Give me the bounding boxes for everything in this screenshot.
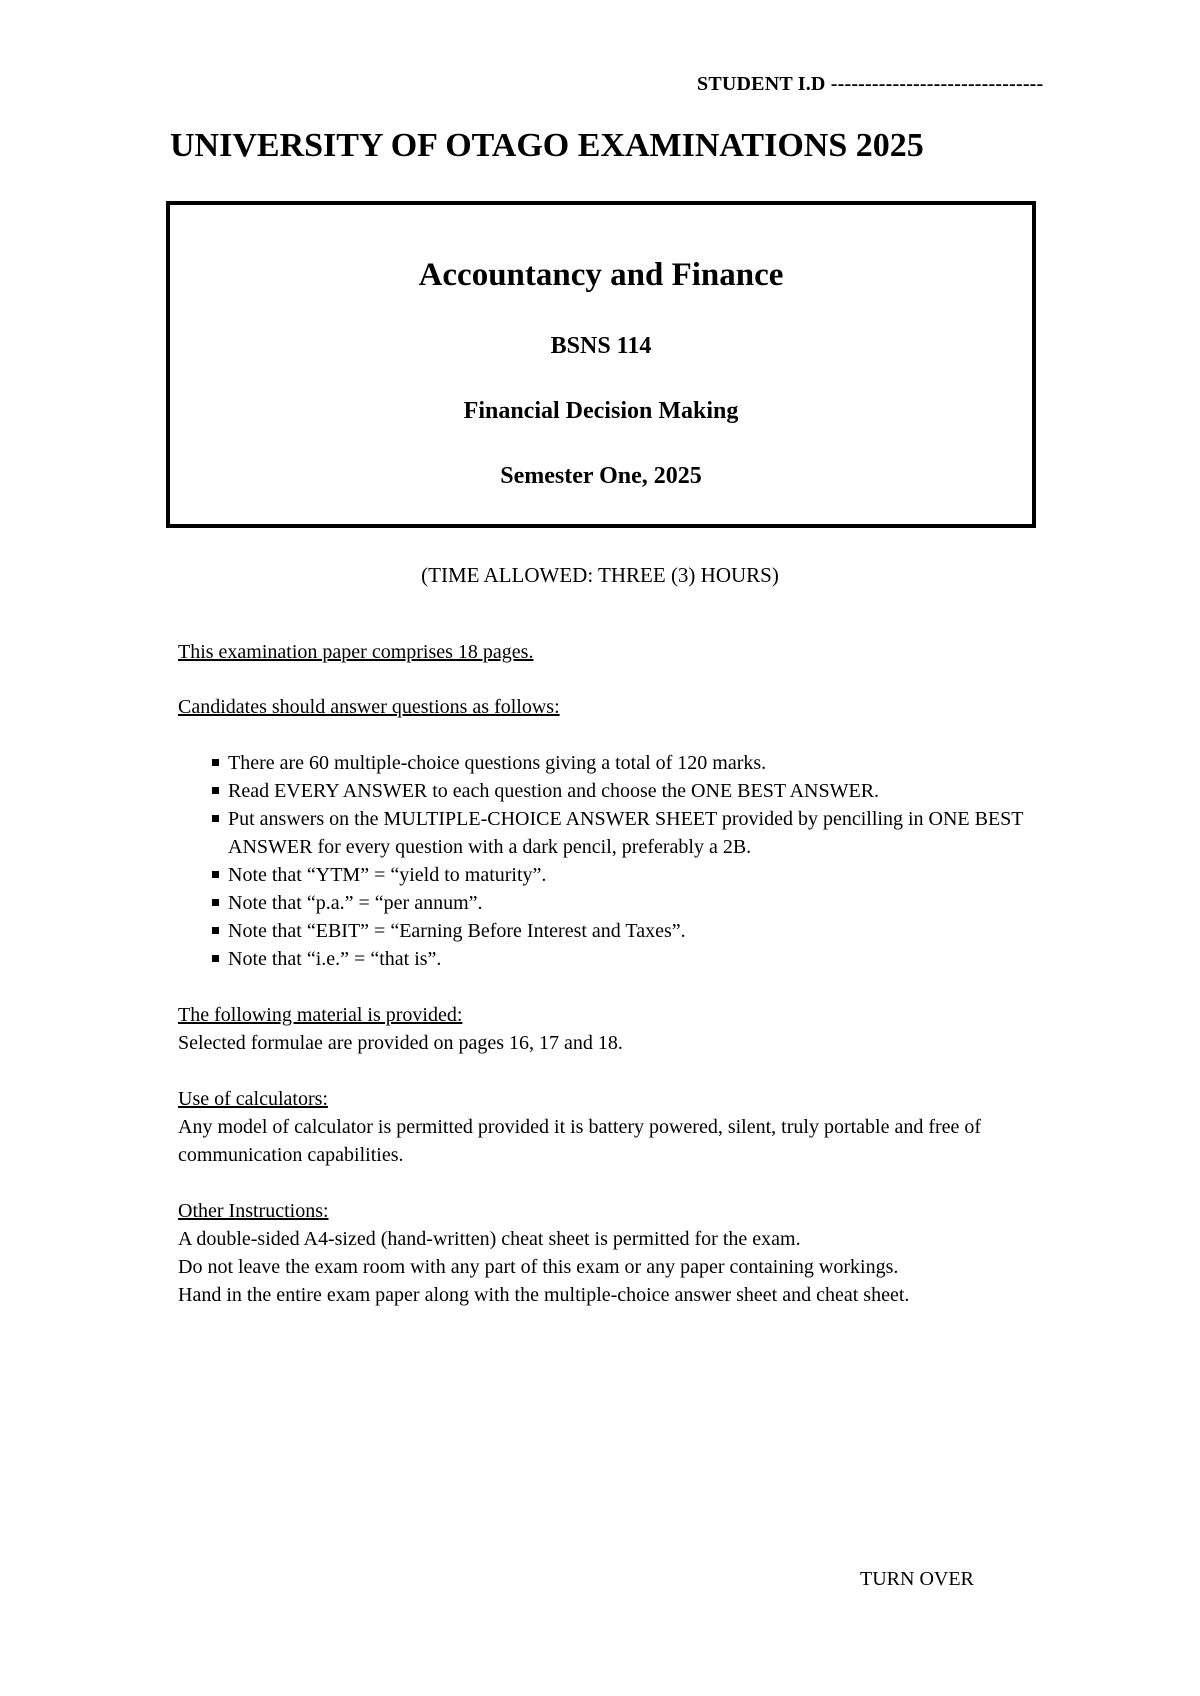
bullet-icon — [212, 759, 219, 766]
pages-note: This examination paper comprises 18 pages. — [178, 641, 534, 663]
student-id-field: STUDENT I.D ------------------------------- — [697, 73, 1044, 95]
subject-title: Accountancy and Finance — [418, 257, 784, 293]
calculators-heading: Use of calculators: — [178, 1088, 328, 1110]
list-item: Note that “EBIT” = “Earning Before Interest and Taxes”. — [178, 917, 1034, 945]
instructions — [178, 638, 1034, 1309]
list-item: Note that “p.a.” = “per annum”. — [178, 889, 1034, 917]
turn-over-label: TURN OVER — [860, 1568, 974, 1590]
candidates-heading: Candidates should answer questions as follows: — [178, 696, 560, 718]
other-instruction-line: A double-sided A4-sized (hand-written) cheat sheet is permitted for the exam. — [178, 1228, 801, 1250]
bullet-icon — [212, 871, 219, 878]
bullet-icon — [212, 815, 219, 822]
course-title-box — [166, 201, 1036, 528]
other-instruction-line: Hand in the entire exam paper along with the multiple-choice answer sheet and cheat sheet. — [178, 1284, 910, 1306]
material-heading: The following material is provided: — [178, 1004, 463, 1026]
course-code: BSNS 114 — [550, 333, 652, 359]
bullet-icon — [212, 899, 219, 906]
rules-list — [178, 749, 1034, 973]
other-instruction-line: Do not leave the exam room with any part of this exam or any paper containing workings. — [178, 1256, 899, 1278]
bullet-icon — [212, 927, 219, 934]
semester-label: Semester One, 2025 — [500, 463, 702, 489]
bullet-icon — [212, 955, 219, 962]
list-item: Note that “YTM” = “yield to maturity”. — [178, 861, 1034, 889]
material-text: Selected formulae are provided on pages 16, 17 and 18. — [178, 1032, 623, 1054]
list-item: Note that “i.e.” = “that is”. — [178, 945, 1034, 973]
calculators-text: Any model of calculator is permitted provided it is battery powered, silent, truly portable and free of communication capabilities. — [178, 1116, 982, 1166]
list-item: There are 60 multiple-choice questions giving a total of 120 marks. — [178, 749, 1034, 777]
exam-title: UNIVERSITY OF OTAGO EXAMINATIONS 2025 — [170, 127, 924, 164]
other-instructions-heading: Other Instructions: — [178, 1200, 329, 1222]
bullet-icon — [212, 787, 219, 794]
list-item: Read EVERY ANSWER to each question and choose the ONE BEST ANSWER. — [178, 777, 1034, 805]
list-item: Put answers on the MULTIPLE-CHOICE ANSWER SHEET provided by pencilling in ONE BEST ANSWER for every question with a dark pencil, preferably a 2B. — [178, 805, 1034, 861]
paper-title: Financial Decision Making — [463, 398, 739, 424]
time-allowed: (TIME ALLOWED: THREE (3) HOURS) — [421, 563, 779, 587]
